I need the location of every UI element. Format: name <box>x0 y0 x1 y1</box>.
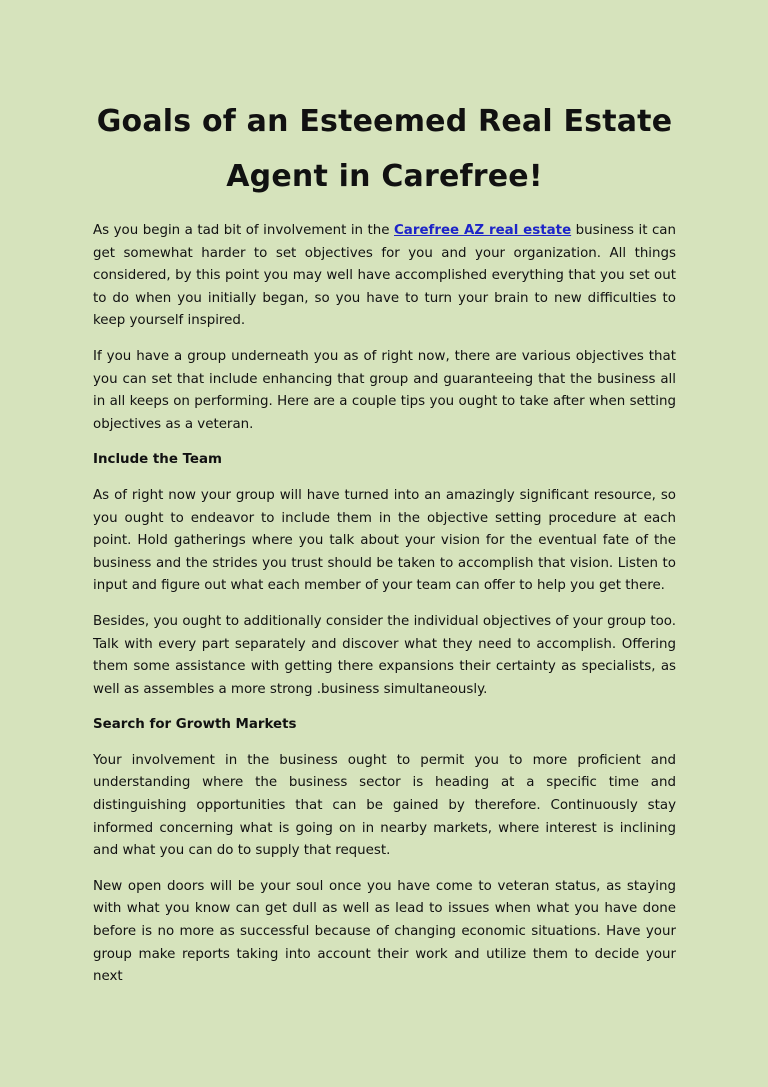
intro-text-start: As you begin a tad bit of involvement in the <box>93 223 394 238</box>
paragraph-group: If you have a group underneath you as of right now, there are various objectives that you can set that include enhancing that group and guaranteeing that the business all in all keeps on performing. Here are a couple tips you ought to take after when setting objectives as a veteran. <box>93 348 676 432</box>
paragraph-team-resource: As of right now your group will have turned into an amazingly significant resource, so you ought to endeavor to include them in the objective setting procedure at each point. Hold gatherings where you talk about your vision for the eventual fate of the business and the strides you trust should be taken to accomplish that vision. Listen to input and figure out what each member of your team can offer to help you get there. <box>93 487 676 594</box>
paragraph-intro <box>93 220 676 333</box>
paragraph-market-involvement: Your involvement in the business ought to permit you to more proficient and understanding where the business sector is heading at a specific time and distinguishing opportunities that can be gained by therefore. Continuously stay informed concerning what is going on in nearby markets, where interest is inclining and what you can do to supply that request. <box>93 752 676 859</box>
heading-growth-markets: Search for Growth Markets <box>93 717 297 733</box>
title-line-1: Goals of an Esteemed Real Estate <box>96 104 673 139</box>
carefree-real-estate-link[interactable]: Carefree AZ real estate <box>393 223 572 238</box>
heading-include-team: Include the Team <box>93 452 223 468</box>
title-line-2: Agent in Carefree! <box>226 159 543 194</box>
paragraph-individual-objectives: Besides, you ought to additionally consider the individual objectives of your group too. Talk with every part separately and discover what they need to accomplish. Offering them some assistance with getting there expansions their certainty as specialists, as well as assembles a more strong .business simultaneously. <box>93 613 676 697</box>
document-title <box>93 94 676 204</box>
intro-text-end: business it can get somewhat harder to set objectives for you and your organization. All things considered, by this point you may well have accomplished everything that you set out to do when you initially began, so you have to turn your brain to new difficulties to keep yourself inspired. <box>93 223 676 329</box>
paragraph-open-doors: New open doors will be your soul once you have come to veteran status, as staying with what you know can get dull as well as lead to issues when what you have done before is no more as successful because of changing economic situations. Have your group make reports taking into account their work and utilize them to decide your next <box>93 878 676 985</box>
